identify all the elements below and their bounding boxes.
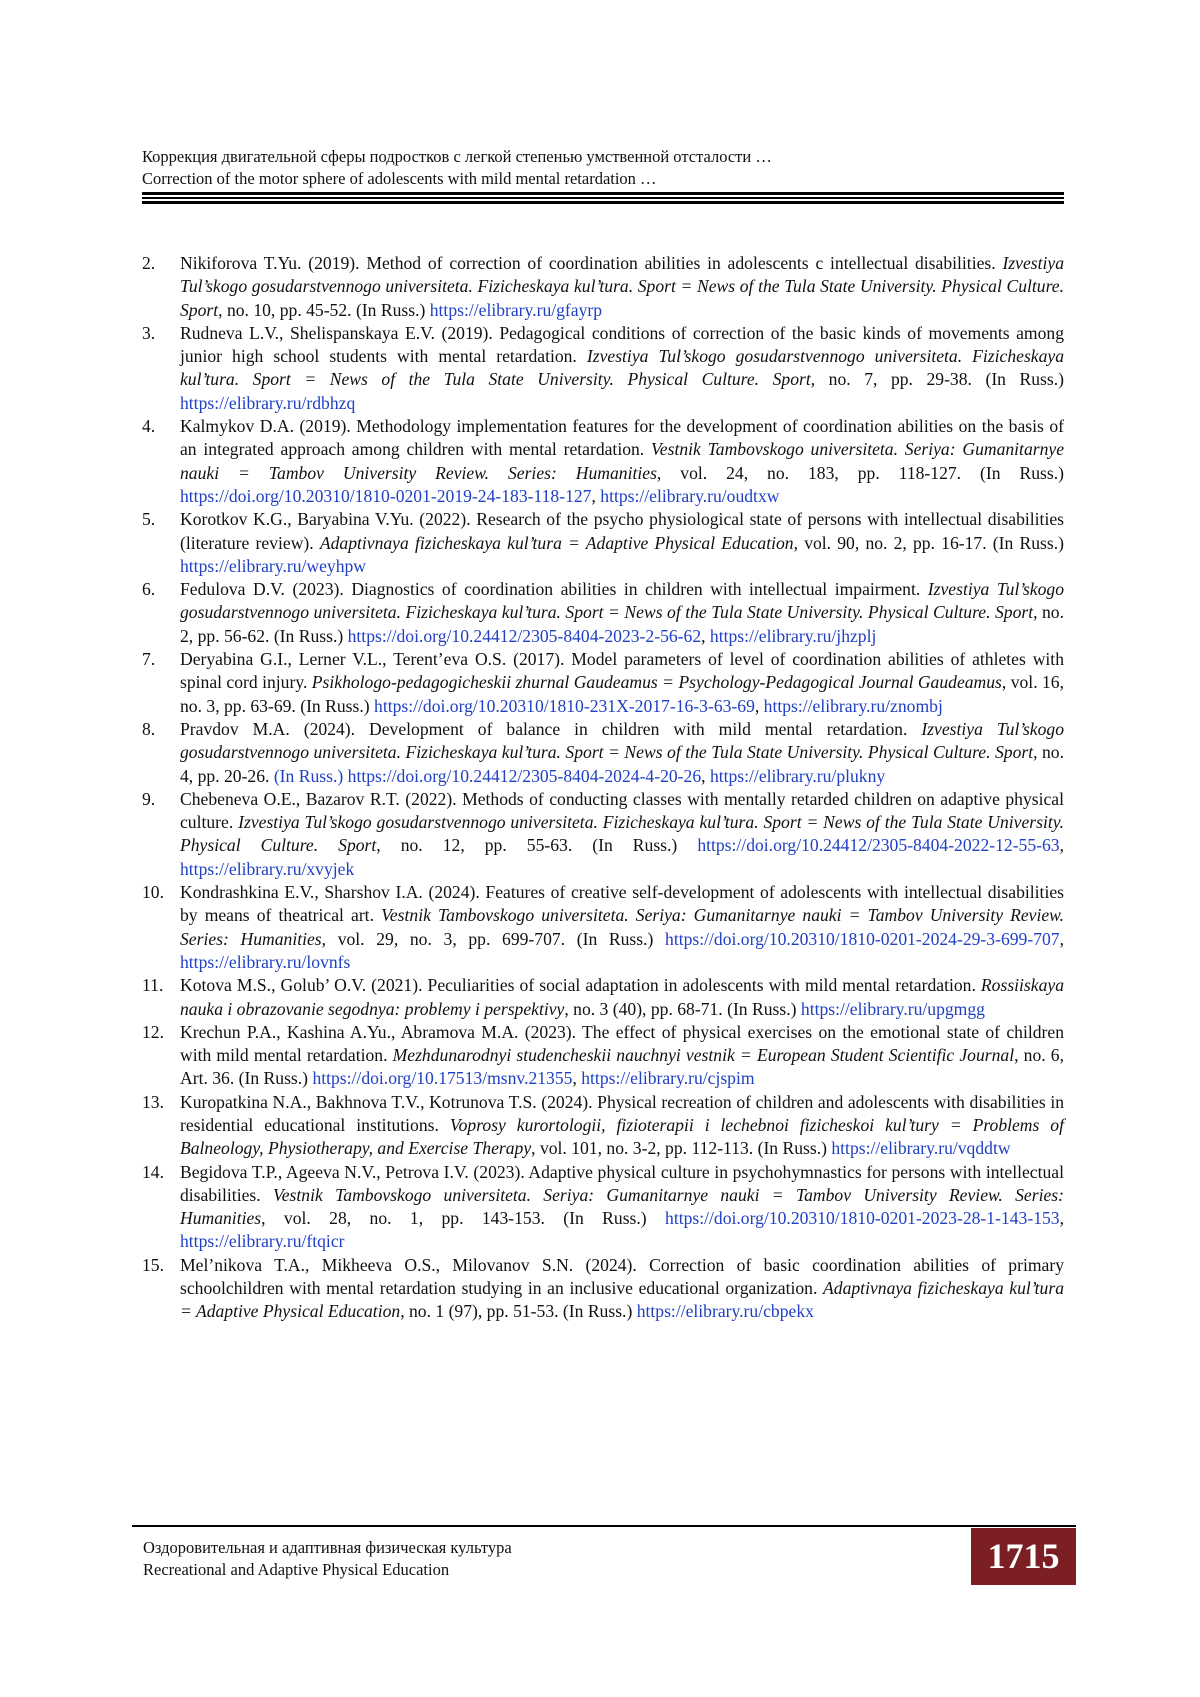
reference-item bbox=[142, 648, 1064, 718]
running-header bbox=[142, 146, 1062, 190]
reference-number: 13. bbox=[142, 1091, 164, 1112]
reference-journal: Vestnik Tambovskogo universiteta. Seriya: Gumanitarnye nauki = Tambov University Review. Series: Humanities bbox=[180, 439, 1065, 483]
reference-item bbox=[142, 322, 1064, 415]
reference-separator: , bbox=[754, 695, 764, 716]
reference-journal: Izvestiya Tul’skogo gosudarstvennogo universiteta. Fizicheskaya kul’tura. Sport = News of the Tula State University. Physical Culture. Sport bbox=[180, 579, 1065, 623]
footer-rule bbox=[132, 1525, 1076, 1527]
reference-link[interactable]: https://doi.org/10.20310/1810-231X-2017-16-3-63-69 bbox=[374, 695, 755, 716]
reference-item bbox=[142, 788, 1064, 881]
reference-journal: Adaptivnaya fizicheskaya kul’tura = Adaptive Physical Education bbox=[319, 532, 794, 553]
reference-list bbox=[142, 252, 1064, 1324]
footer-journal-name bbox=[143, 1537, 512, 1581]
reference-number: 12. bbox=[142, 1021, 164, 1042]
reference-number: 5. bbox=[142, 509, 156, 530]
reference-link[interactable]: https://elibrary.ru/rdbhzq bbox=[180, 392, 356, 413]
reference-link[interactable]: https://elibrary.ru/upgmgg bbox=[800, 998, 985, 1019]
reference-journal: Izvestiya Tul’skogo gosudarstvennogo universiteta. Fizicheskaya kul’tura. Sport = News of the Tula State University. Physical Culture. Sport bbox=[180, 346, 1064, 390]
reference-separator: , bbox=[1059, 1208, 1064, 1229]
reference-authors-title: Kalmykov D.A. (2019). Methodology implementation features for the development of coordination abilities on the basis of an integrated approach among children with mental retardation. bbox=[180, 416, 1064, 460]
reference-link[interactable]: https://doi.org/10.20310/1810-0201-2023-28-1-143-153 bbox=[665, 1208, 1060, 1229]
reference-authors-title: Nikiforova T.Yu. (2019). Method of correction of coordination abilities in adolescents c intellectual disabilities. bbox=[180, 253, 1003, 273]
reference-authors-title: Kondrashkina E.V., Sharshov I.A. (2024). Features of creative self-development of adolescents with intellectual disabilities by means of theatrical art. bbox=[180, 882, 1064, 926]
reference-link[interactable]: https://elibrary.ru/cjspim bbox=[581, 1068, 755, 1089]
reference-link[interactable]: https://doi.org/10.24412/2305-8404-2022-12-55-63 bbox=[697, 835, 1060, 856]
reference-details: , vol. 24, no. 183, pp. 118-127. (In Russ.) bbox=[656, 462, 1064, 483]
reference-journal: Adaptivnaya fizicheskaya kul’tura = Adaptive Physical Education bbox=[180, 1278, 1065, 1322]
reference-item bbox=[142, 881, 1064, 974]
reference-separator: , bbox=[701, 625, 710, 646]
reference-journal: Mezhdunarodnyi studencheskii nauchnyi vestnik = European Student Scientific Journal bbox=[392, 1045, 1015, 1066]
reference-authors-title: Deryabina G.I., Lerner V.L., Terent’eva O.S. (2017). Model parameters of level of coordination abilities of athletes with spinal cord injury. bbox=[180, 649, 1064, 693]
reference-item bbox=[142, 1161, 1064, 1254]
reference-number: 14. bbox=[142, 1161, 164, 1182]
reference-item bbox=[142, 1021, 1064, 1091]
reference-authors-title: Fedulova D.V. (2023). Diagnostics of coordination abilities in children with intellectual impairment. bbox=[180, 579, 928, 600]
reference-link[interactable]: https://elibrary.ru/jhzplj bbox=[709, 625, 877, 646]
reference-separator: , bbox=[591, 485, 601, 506]
reference-details: , vol. 16, no. 3, pp. 63-69. (In Russ.) bbox=[180, 672, 1064, 716]
reference-link[interactable]: https://doi.org/10.24412/2305-8404-2024-4-20-26 bbox=[347, 765, 702, 786]
reference-item bbox=[142, 252, 1064, 322]
reference-authors-title: Pravdov M.A. (2024). Development of balance in children with mild mental retardation. bbox=[180, 718, 922, 739]
reference-authors-title: Korotkov K.G., Baryabina V.Yu. (2022). Research of the psycho physiological state of persons with intellectual disabilities (literature review). bbox=[180, 509, 1064, 553]
page-number-badge: 1715 bbox=[971, 1528, 1076, 1585]
reference-number: 10. bbox=[142, 882, 164, 903]
reference-authors-title: Begidova T.P., Ageeva N.V., Petrova I.V. (2023). Adaptive physical culture in psychohymnastics for persons with intellectual disabilities. bbox=[180, 1161, 1064, 1205]
reference-journal: Vestnik Tambovskogo universiteta. Seriya: Gumanitarnye nauki = Tambov University Review. Series: Humanities bbox=[180, 905, 1065, 949]
reference-item bbox=[142, 508, 1064, 578]
reference-separator: , bbox=[572, 1068, 582, 1089]
reference-link[interactable]: https://elibrary.ru/cbpekx bbox=[636, 1301, 814, 1322]
reference-item bbox=[142, 1091, 1064, 1161]
reference-authors-title: Rudneva L.V., Shelispanskaya E.V. (2019). Pedagogical conditions of correction of the basic kinds of movements among junior high school students with mental retardation. bbox=[180, 322, 1064, 367]
reference-details: , vol. 29, no. 3, pp. 699-707. (In Russ.) bbox=[321, 928, 666, 949]
reference-number: 8. bbox=[142, 718, 156, 739]
reference-separator: , bbox=[1059, 928, 1064, 949]
reference-link[interactable]: https://elibrary.ru/znombj bbox=[763, 695, 943, 716]
reference-details: , no. 1 (97), pp. 51-53. (In Russ.) bbox=[400, 1301, 637, 1322]
footer-journal-en: Recreational and Adaptive Physical Education bbox=[143, 1560, 450, 1579]
reference-details: , no. 3 (40), pp. 68-71. (In Russ.) bbox=[564, 998, 801, 1019]
reference-details: , no. 2, pp. 56-62. (In Russ.) bbox=[180, 602, 1064, 646]
reference-link[interactable]: https://elibrary.ru/weyhpw bbox=[180, 555, 366, 576]
reference-details: , no. 4, pp. 20-26. bbox=[180, 742, 1064, 786]
reference-authors-title: Chebeneva O.E., Bazarov R.T. (2022). Methods of conducting classes with mentally retarded children on adaptive physical culture. bbox=[180, 788, 1064, 833]
reference-details: , vol. 90, no. 2, pp. 16-17. (In Russ.) bbox=[793, 532, 1064, 553]
reference-separator: , bbox=[701, 765, 710, 786]
reference-link[interactable]: https://elibrary.ru/vqddtw bbox=[831, 1138, 1011, 1159]
reference-link[interactable]: https://elibrary.ru/xvyjek bbox=[180, 858, 355, 879]
header-rule bbox=[142, 192, 1064, 204]
reference-item bbox=[142, 974, 1064, 1021]
reference-details: , vol. 28, no. 1, pp. 143-153. (In Russ.) bbox=[261, 1208, 666, 1229]
reference-details: , no. 6, Art. 36. (In Russ.) bbox=[180, 1045, 1064, 1089]
reference-details: , no. 12, pp. 55-63. (In Russ.) bbox=[376, 835, 698, 856]
reference-item bbox=[142, 415, 1064, 508]
reference-number: 2. bbox=[142, 253, 156, 273]
reference-link[interactable]: https://doi.org/10.17513/msnv.21355 bbox=[312, 1068, 573, 1089]
reference-number: 11. bbox=[142, 975, 164, 996]
reference-journal: Rossiiskaya nauka i obrazovanie segodnya: problemy i perspektivy bbox=[180, 975, 1064, 1019]
reference-link[interactable]: https://elibrary.ru/oudtxw bbox=[600, 485, 780, 506]
footer-journal-ru: Оздоровительная и адаптивная физическая культура bbox=[143, 1538, 512, 1557]
reference-item bbox=[142, 578, 1064, 648]
reference-journal: Izvestiya Tul’skogo gosudarstvennogo universiteta. Fizicheskaya kul’tura. Sport = News of the Tula State University. Physical Culture. Sport bbox=[180, 253, 1064, 320]
running-header-en: Correction of the motor sphere of adolescents with mild mental retardation … bbox=[142, 169, 657, 188]
reference-separator: , bbox=[1059, 835, 1065, 856]
reference-link[interactable]: https://doi.org/10.24412/2305-8404-2023-2-56-62 bbox=[347, 625, 702, 646]
reference-number: 7. bbox=[142, 649, 156, 670]
running-header-ru: Коррекция двигательной сферы подростков с легкой степенью умственной отсталости … bbox=[142, 147, 772, 166]
reference-details: , no. 10, pp. 45-52. (In Russ.) bbox=[218, 299, 430, 320]
reference-link[interactable]: https://elibrary.ru/plukny bbox=[709, 765, 886, 786]
reference-authors-title: Mel’nikova T.A., Mikheeva O.S., Milovanov S.N. (2024). Correction of basic coordination abilities of primary schoolchildren with mental retardation studying in an inclusive educational organization. bbox=[180, 1254, 1064, 1299]
reference-number: 9. bbox=[142, 788, 156, 809]
reference-link[interactable]: https://elibrary.ru/ftqicr bbox=[180, 1231, 345, 1252]
reference-link[interactable]: https://elibrary.ru/gfayrp bbox=[429, 299, 603, 320]
reference-details: , no. 7, pp. 29-38. (In Russ.) bbox=[810, 369, 1064, 390]
reference-journal: Vestnik Tambovskogo universiteta. Seriya: Gumanitarnye nauki = Tambov University Review. Series: Humanities bbox=[180, 1184, 1064, 1229]
reference-journal: Psikhologo-pedagogicheskii zhurnal Gaudeamus = Psychology-Pedagogical Journal Gaudeamus bbox=[311, 672, 1002, 693]
reference-number: 3. bbox=[142, 322, 156, 343]
reference-authors-title: Kotova M.S., Golub’ O.V. (2021). Peculiarities of social adaptation in adolescents with mild mental retardation. bbox=[180, 975, 981, 996]
reference-lang-note: (In Russ.) bbox=[273, 765, 344, 786]
reference-journal: Izvestiya Tul’skogo gosudarstvennogo universiteta. Fizicheskaya kul’tura. Sport = News of the Tula State University. Physical Culture. Sport bbox=[180, 718, 1064, 763]
reference-number: 6. bbox=[142, 579, 156, 600]
reference-link[interactable]: https://elibrary.ru/lovnfs bbox=[180, 951, 351, 972]
reference-item bbox=[142, 1254, 1064, 1324]
reference-number: 15. bbox=[142, 1254, 164, 1275]
reference-details: , vol. 101, no. 3-2, pp. 112-113. (In Russ.) bbox=[531, 1138, 832, 1159]
reference-journal: Izvestiya Tul’skogo gosudarstvennogo universiteta. Fizicheskaya kul’tura. Sport = News of the Tula State University. Physical Culture. Sport bbox=[180, 812, 1064, 856]
reference-journal: Voprosy kurortologii, fizioterapii i lechebnoi fizicheskoi kul’tury = Problems of Balneology, Physiotherapy, and Exercise Therapy bbox=[180, 1114, 1064, 1159]
reference-item bbox=[142, 718, 1064, 788]
reference-link[interactable]: https://doi.org/10.20310/1810-0201-2024-29-3-699-707 bbox=[665, 928, 1060, 949]
reference-authors-title: Krechun P.A., Kashina A.Yu., Abramova M.A. (2023). The effect of physical exercises on the emotional state of children with mild mental retardation. bbox=[180, 1021, 1064, 1066]
reference-authors-title: Kuropatkina N.A., Bakhnova T.V., Kotrunova T.S. (2024). Physical recreation of children and adolescents with disabilities in residential educational institutions. bbox=[180, 1091, 1064, 1135]
reference-number: 4. bbox=[142, 416, 156, 437]
reference-link[interactable]: https://doi.org/10.20310/1810-0201-2019-24-183-118-127 bbox=[180, 485, 592, 506]
